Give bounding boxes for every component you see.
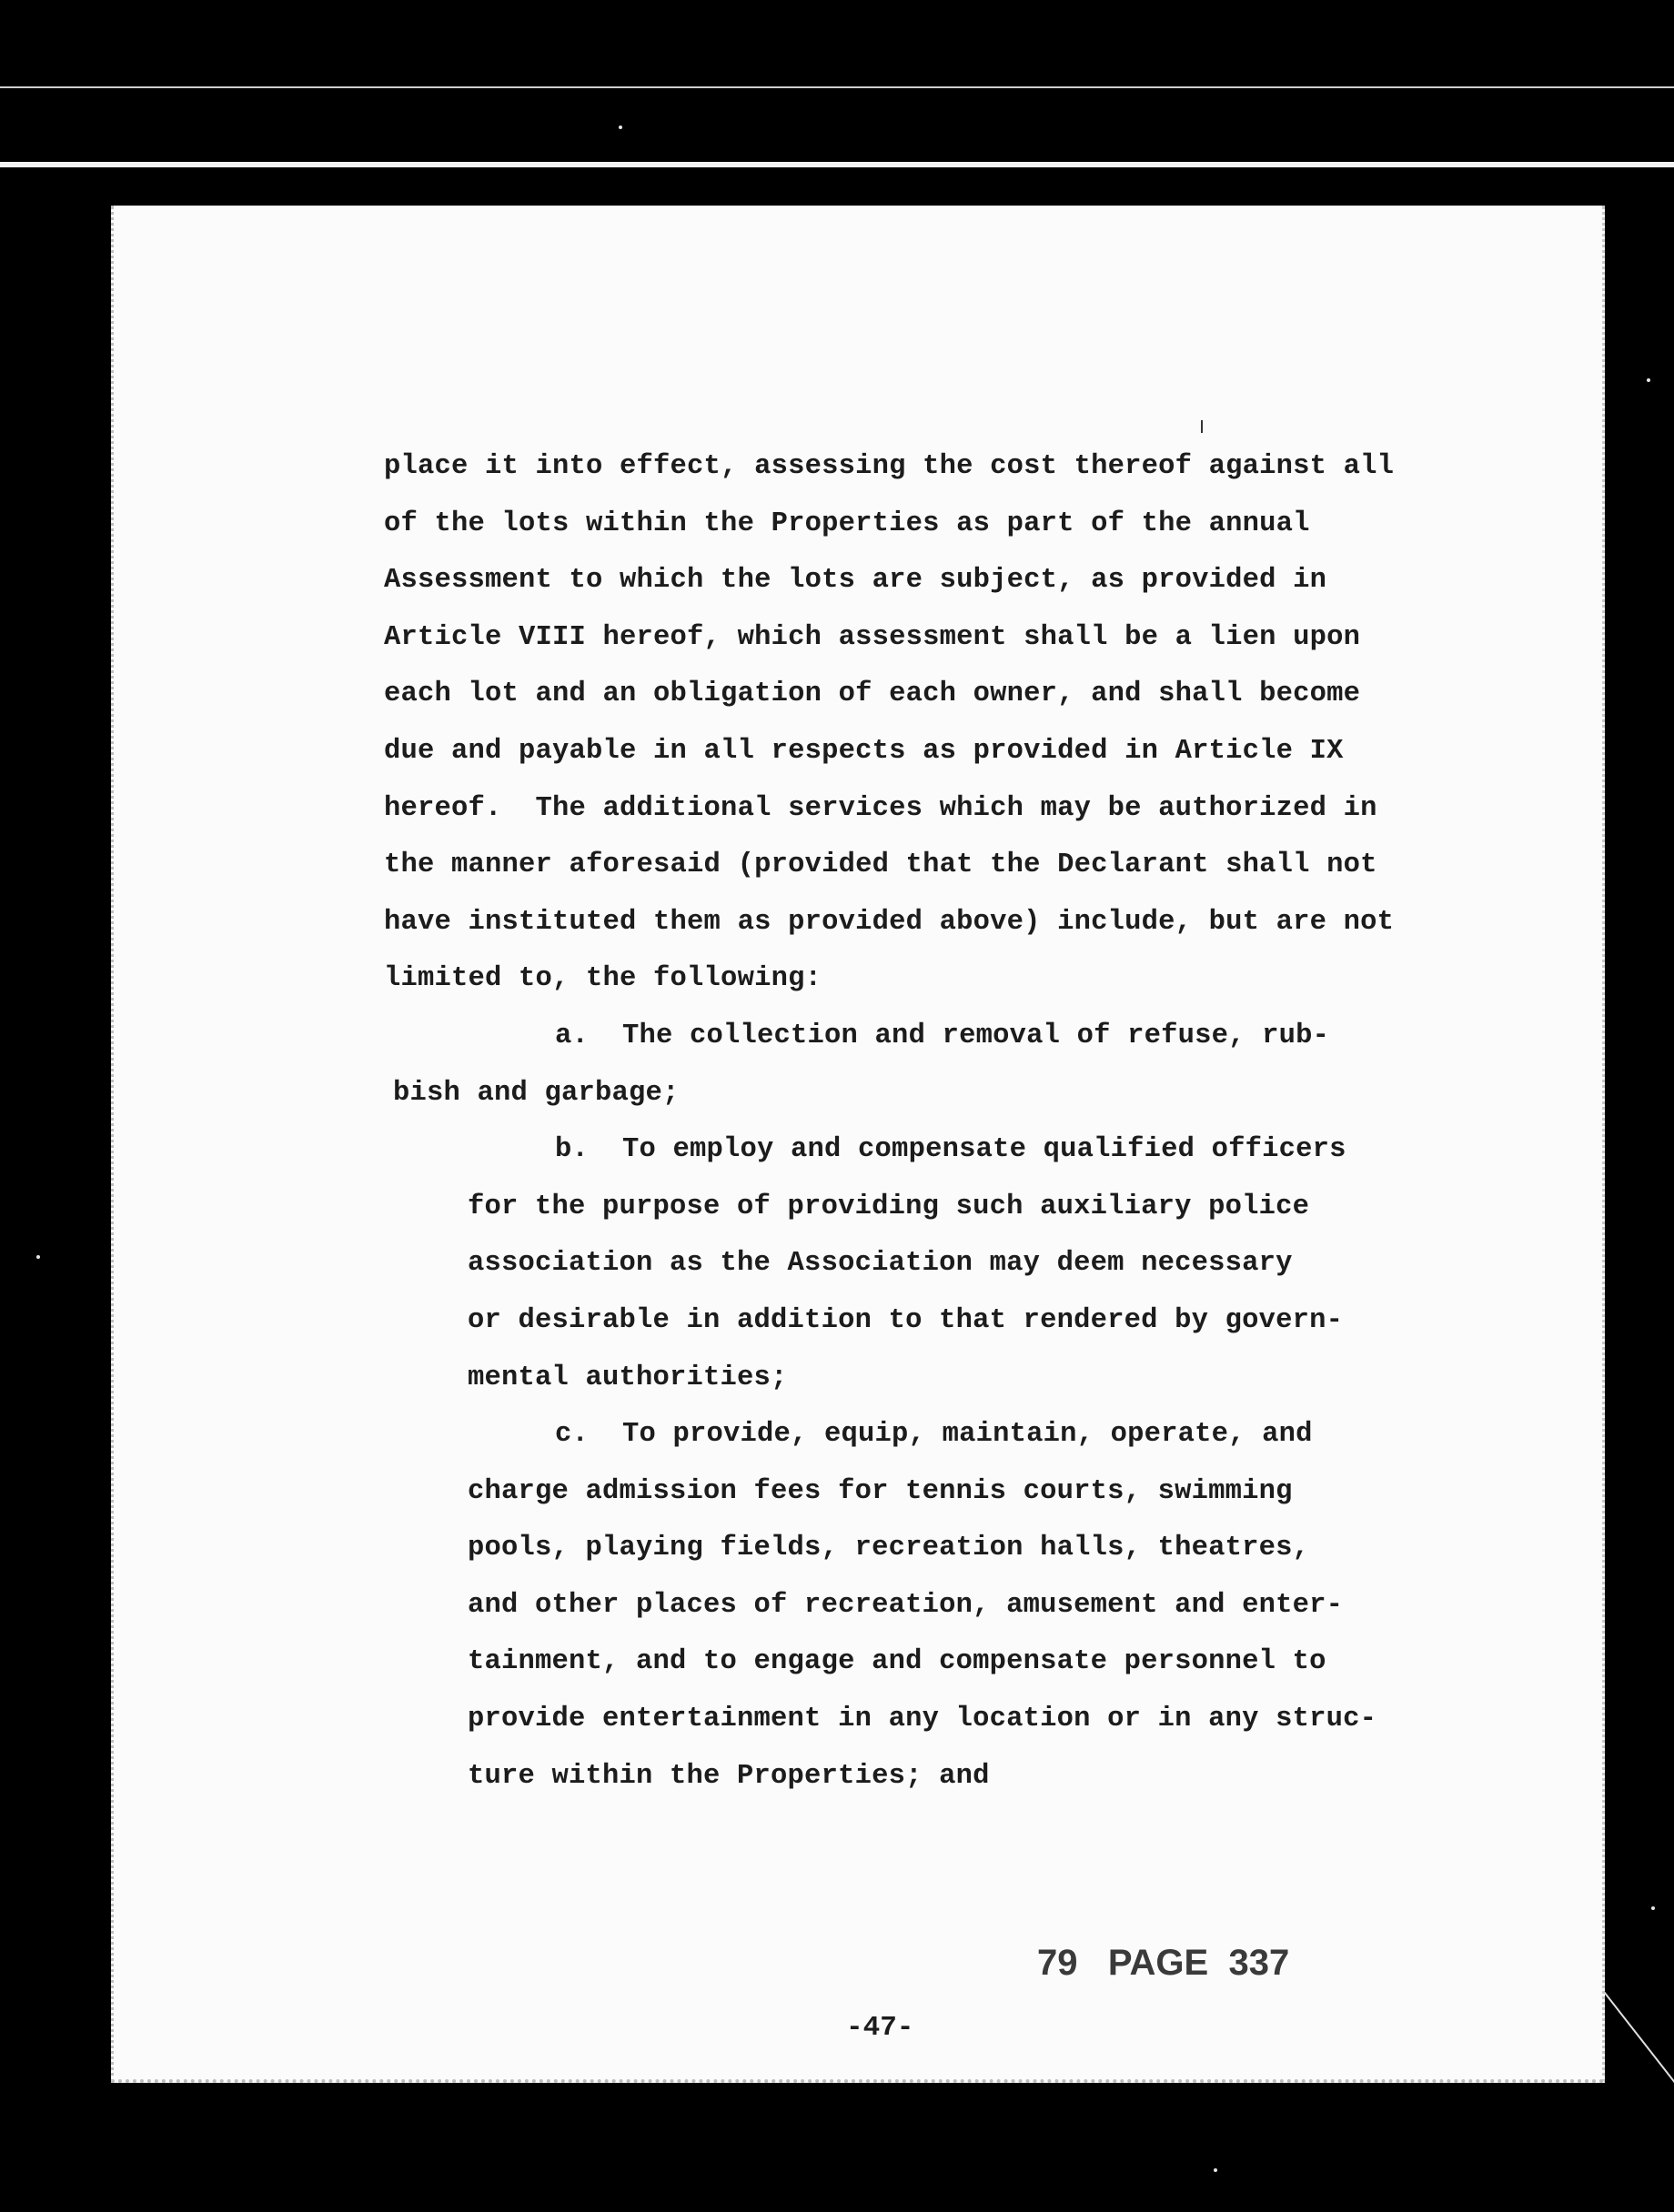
body-line: hereof. The additional services which may be authorized in <box>384 792 1377 824</box>
list-item-c-continuation: tainment, and to engage and compensate personnel to <box>468 1646 1326 1678</box>
scan-speck <box>1647 378 1650 382</box>
scan-speck <box>619 126 622 129</box>
scan-speck <box>1651 1906 1655 1910</box>
list-item-c-continuation: charge admission fees for tennis courts, swimming <box>468 1475 1293 1507</box>
list-item-b-continuation: or desirable in addition to that rendered by govern- <box>468 1304 1344 1336</box>
body-line: place it into effect, assessing the cost thereof against all <box>384 451 1395 482</box>
scan-speck <box>36 1255 40 1259</box>
body-line: Assessment to which the lots are subject, as provided in <box>384 565 1327 597</box>
document-body <box>384 438 1457 1805</box>
list-item-a: a. The collection and removal of refuse, rub- <box>555 1020 1330 1051</box>
list-item-c: c. To provide, equip, maintain, operate, and <box>555 1419 1313 1451</box>
body-line: the manner aforesaid (provided that the Declarant shall not <box>384 850 1377 881</box>
list-item-b-continuation: mental authorities; <box>468 1362 788 1393</box>
book-page-reference: 79 PAGE 337 <box>1037 1943 1290 1983</box>
list-item-b-continuation: for the purpose of providing such auxiliary police <box>468 1191 1310 1222</box>
list-item-c-continuation: pools, playing fields, recreation halls, theatres, <box>468 1533 1310 1564</box>
page-number: -47- <box>846 2012 914 2044</box>
body-line: limited to, the following: <box>384 963 822 995</box>
body-line: have instituted them as provided above) include, but are not <box>384 906 1395 938</box>
list-item-c-continuation: provide entertainment in any location or in any struc- <box>468 1704 1377 1735</box>
body-line: due and payable in all respects as provided in Article IX <box>384 735 1344 767</box>
margin-mark <box>1201 420 1203 433</box>
list-item-b: b. To employ and compensate qualified officers <box>555 1134 1346 1166</box>
list-item-c-continuation: ture within the Properties; and <box>468 1760 990 1792</box>
body-line: Article VIII hereof, which assessment shall be a lien upon <box>384 621 1361 653</box>
body-line: each lot and an obligation of each owner, and shall become <box>384 679 1361 710</box>
scan-scratch <box>1596 1982 1674 2090</box>
scan-top-rule <box>0 86 1674 88</box>
list-item-b-continuation: association as the Association may deem necessary <box>468 1248 1293 1280</box>
list-item-c-continuation: and other places of recreation, amusement and enter- <box>468 1589 1344 1621</box>
scan-top-edge <box>0 162 1674 167</box>
body-line: of the lots within the Properties as part of the annual <box>384 508 1310 539</box>
list-item-a-continuation: bish and garbage; <box>393 1077 680 1109</box>
scan-speck <box>1214 2168 1217 2172</box>
